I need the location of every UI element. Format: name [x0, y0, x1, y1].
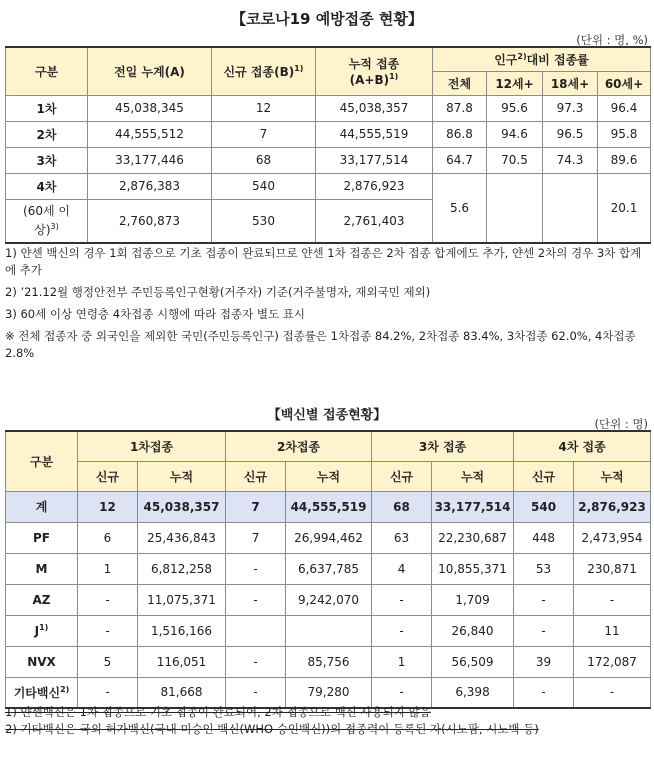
table-cell: 56,509 — [432, 646, 514, 677]
footnote: 3) 60세 이상 연령층 4차접종 시행에 따라 접종자 별도 표시 — [5, 307, 305, 321]
cell-cumulative: 2,761,403 — [316, 199, 433, 243]
table-cell: 53 — [514, 553, 574, 584]
footnote: 2) ’21.12월 행정안전부 주민등록인구현황(거주자) 기준(거주불명자, 재외국민 제외) — [5, 285, 431, 299]
table-cell: 63 — [372, 522, 432, 553]
table-cell: 4 — [372, 553, 432, 584]
table-cell: 1,709 — [432, 584, 514, 615]
unit-label: (단위 : 명) — [594, 417, 648, 431]
table-cell: 26,840 — [432, 615, 514, 646]
table-cell: - — [226, 677, 286, 708]
table-cell: - — [514, 615, 574, 646]
table-cell: 9,242,070 — [286, 584, 372, 615]
row-label: 3차 — [6, 147, 88, 173]
header-rate-12: 12세+ — [487, 71, 543, 95]
table-cell: - — [514, 677, 574, 708]
header-new: 신규 — [226, 461, 286, 491]
header-new: 신규 — [514, 461, 574, 491]
row-label: NVX — [6, 646, 78, 677]
cell-rate-all: 64.7 — [433, 147, 487, 173]
cell-cumulative: 44,555,519 — [316, 121, 433, 147]
header-new: 신규 — [78, 461, 138, 491]
table-cell: - — [372, 677, 432, 708]
table-cell: 6,398 — [432, 677, 514, 708]
cell-prev: 2,876,383 — [88, 173, 212, 199]
header-dose3: 3차 접종 — [372, 431, 514, 461]
table-row — [6, 615, 651, 646]
table-cell: 6,812,258 — [138, 553, 226, 584]
footnote: ※ 전체 접종자 중 외국인을 제외한 국민(주민등록인구) 접종률은 1차접종 84.2%, 2차접종 83.4%, 3차접종 62.0%, 4차접종 2.8% — [5, 329, 636, 360]
header-cumulative: 누적 — [574, 461, 651, 491]
table-row — [6, 584, 651, 615]
table-cell — [286, 615, 372, 646]
table-cell: 33,177,514 — [432, 491, 514, 522]
vaccination-status-title: 【코로나19 예방접종 현황】 — [231, 10, 423, 28]
section1-notes — [5, 245, 650, 367]
cell-rate-60: 96.4 — [598, 95, 651, 121]
cell-prev: 33,177,446 — [88, 147, 212, 173]
table-cell: 448 — [514, 522, 574, 553]
vaccination-status-table — [5, 46, 651, 244]
footnote: 1) 얀센백신은 1차 접종으로 기초 접종이 완료되어, 2차 접종으로 백신 사용되지 않음 — [5, 705, 431, 719]
table-cell: 11 — [574, 615, 651, 646]
table-cell: 26,994,462 — [286, 522, 372, 553]
table-cell: 45,038,357 — [138, 491, 226, 522]
table-cell: 2,473,954 — [574, 522, 651, 553]
header-category: 구분 — [6, 47, 88, 95]
header-rate-60: 60세+ — [598, 71, 651, 95]
table-cell: - — [226, 584, 286, 615]
table-cell: 44,555,519 — [286, 491, 372, 522]
table-row — [6, 121, 651, 147]
table-cell: 172,087 — [574, 646, 651, 677]
cell-rate-12 — [487, 173, 543, 243]
table-cell: 6,637,785 — [286, 553, 372, 584]
header-cumulative: 누적 접종 $(A+B)^{1)}$ — [316, 47, 433, 95]
table-cell: - — [574, 584, 651, 615]
cell-rate-18: 96.5 — [543, 121, 598, 147]
table-cell: 1 — [78, 553, 138, 584]
table-cell: 2,876,923 — [574, 491, 651, 522]
header-cumulative: 누적 — [432, 461, 514, 491]
section2-notes — [5, 704, 650, 738]
cell-rate-12: 70.5 — [487, 147, 543, 173]
row-label: 1차 — [6, 95, 88, 121]
header-dose2: 2차접종 — [226, 431, 372, 461]
table-cell: 22,230,687 — [432, 522, 514, 553]
row-label: 2차 — [6, 121, 88, 147]
vaccine-type-title: 【백신별 접종현황】 — [267, 408, 387, 423]
footnote: 2) 기타백신은 국외 허가백신(국내 미승인 백신(WHO 승인백신))의 접종력이 등록된 자(시노팜, 시노백 등) — [5, 722, 539, 736]
row-label-60plus: (60세 이 상)$^{3)}$ — [6, 199, 88, 243]
header-rate-all: 전체 — [433, 71, 487, 95]
footnote: 1) 얀센 백신의 경우 1회 접종으로 기초 접종이 완료되므로 얀센 1차 접종은 2차 접종 합계에도 추가, 얀센 2차의 경우 3차 합계에 추가 — [5, 246, 642, 277]
header-population-rate: 인구$^{2)}$대비 접종률 — [433, 47, 651, 71]
cell-rate-18: 74.3 — [543, 147, 598, 173]
table-row — [6, 553, 651, 584]
table-cell: - — [78, 615, 138, 646]
table-cell: 1 — [372, 646, 432, 677]
header-category: 구분 — [6, 431, 78, 491]
header-new: 신규 접종$(B)^{1)}$ — [212, 47, 316, 95]
cell-cumulative: 45,038,357 — [316, 95, 433, 121]
cell-cumulative: 33,177,514 — [316, 147, 433, 173]
table-cell: 7 — [226, 491, 286, 522]
table-cell: 12 — [78, 491, 138, 522]
table-cell: 5 — [78, 646, 138, 677]
table-cell: - — [372, 615, 432, 646]
table-cell: - — [372, 584, 432, 615]
cell-rate-60: 20.1 — [598, 173, 651, 243]
cell-cumulative: 2,876,923 — [316, 173, 433, 199]
table-cell: 85,756 — [286, 646, 372, 677]
table-cell — [226, 615, 286, 646]
table-cell: - — [78, 677, 138, 708]
table-cell: 1,516,166 — [138, 615, 226, 646]
cell-rate-18: 97.3 — [543, 95, 598, 121]
table-cell: 540 — [514, 491, 574, 522]
header-dose1: 1차접종 — [78, 431, 226, 461]
row-label: 4차 — [6, 173, 88, 199]
table-row — [6, 491, 651, 522]
table-cell: 11,075,371 — [138, 584, 226, 615]
header-new: 신규 — [372, 461, 432, 491]
table-row — [6, 95, 651, 121]
table-row — [6, 147, 651, 173]
table-cell: - — [78, 584, 138, 615]
table-row — [6, 522, 651, 553]
header-dose4: 4차 접종 — [514, 431, 651, 461]
table-cell: 81,668 — [138, 677, 226, 708]
table-cell: - — [226, 646, 286, 677]
cell-rate-all: 5.6 — [433, 173, 487, 243]
cell-rate-12: 95.6 — [487, 95, 543, 121]
header-cumulative: 누적 — [138, 461, 226, 491]
cell-rate-12: 94.6 — [487, 121, 543, 147]
table-cell: 79,280 — [286, 677, 372, 708]
row-label: PF — [6, 522, 78, 553]
table-cell: 68 — [372, 491, 432, 522]
cell-new: 7 — [212, 121, 316, 147]
cell-rate-60: 95.8 — [598, 121, 651, 147]
header-cumulative: 누적 — [286, 461, 372, 491]
table-cell: 39 — [514, 646, 574, 677]
cell-prev: 44,555,512 — [88, 121, 212, 147]
cell-prev: 2,760,873 — [88, 199, 212, 243]
header-prev-day: 전일 누계(A) — [88, 47, 212, 95]
cell-rate-60: 89.6 — [598, 147, 651, 173]
cell-rate-18 — [543, 173, 598, 243]
table-cell: 10,855,371 — [432, 553, 514, 584]
cell-new: 68 — [212, 147, 316, 173]
table-row — [6, 646, 651, 677]
table-cell: - — [514, 584, 574, 615]
table-cell: 6 — [78, 522, 138, 553]
row-label: $J^{1)}$ — [6, 615, 78, 646]
row-label: 기타백신$^{2)}$ — [6, 677, 78, 708]
header-rate-18: 18세+ — [543, 71, 598, 95]
row-label: AZ — [6, 584, 78, 615]
table-cell: - — [226, 553, 286, 584]
row-label: 계 — [6, 491, 78, 522]
table-cell: 230,871 — [574, 553, 651, 584]
vaccine-type-table — [5, 430, 651, 709]
row-label: M — [6, 553, 78, 584]
cell-rate-all: 87.8 — [433, 95, 487, 121]
table-cell: 116,051 — [138, 646, 226, 677]
cell-new: 12 — [212, 95, 316, 121]
cell-prev: 45,038,345 — [88, 95, 212, 121]
table-cell: 25,436,843 — [138, 522, 226, 553]
cell-rate-all: 86.8 — [433, 121, 487, 147]
table-cell: 7 — [226, 522, 286, 553]
table-cell: - — [574, 677, 651, 708]
unit-label: (단위 : 명, %) — [576, 33, 648, 47]
cell-new: 540 — [212, 173, 316, 199]
cell-new: 530 — [212, 199, 316, 243]
